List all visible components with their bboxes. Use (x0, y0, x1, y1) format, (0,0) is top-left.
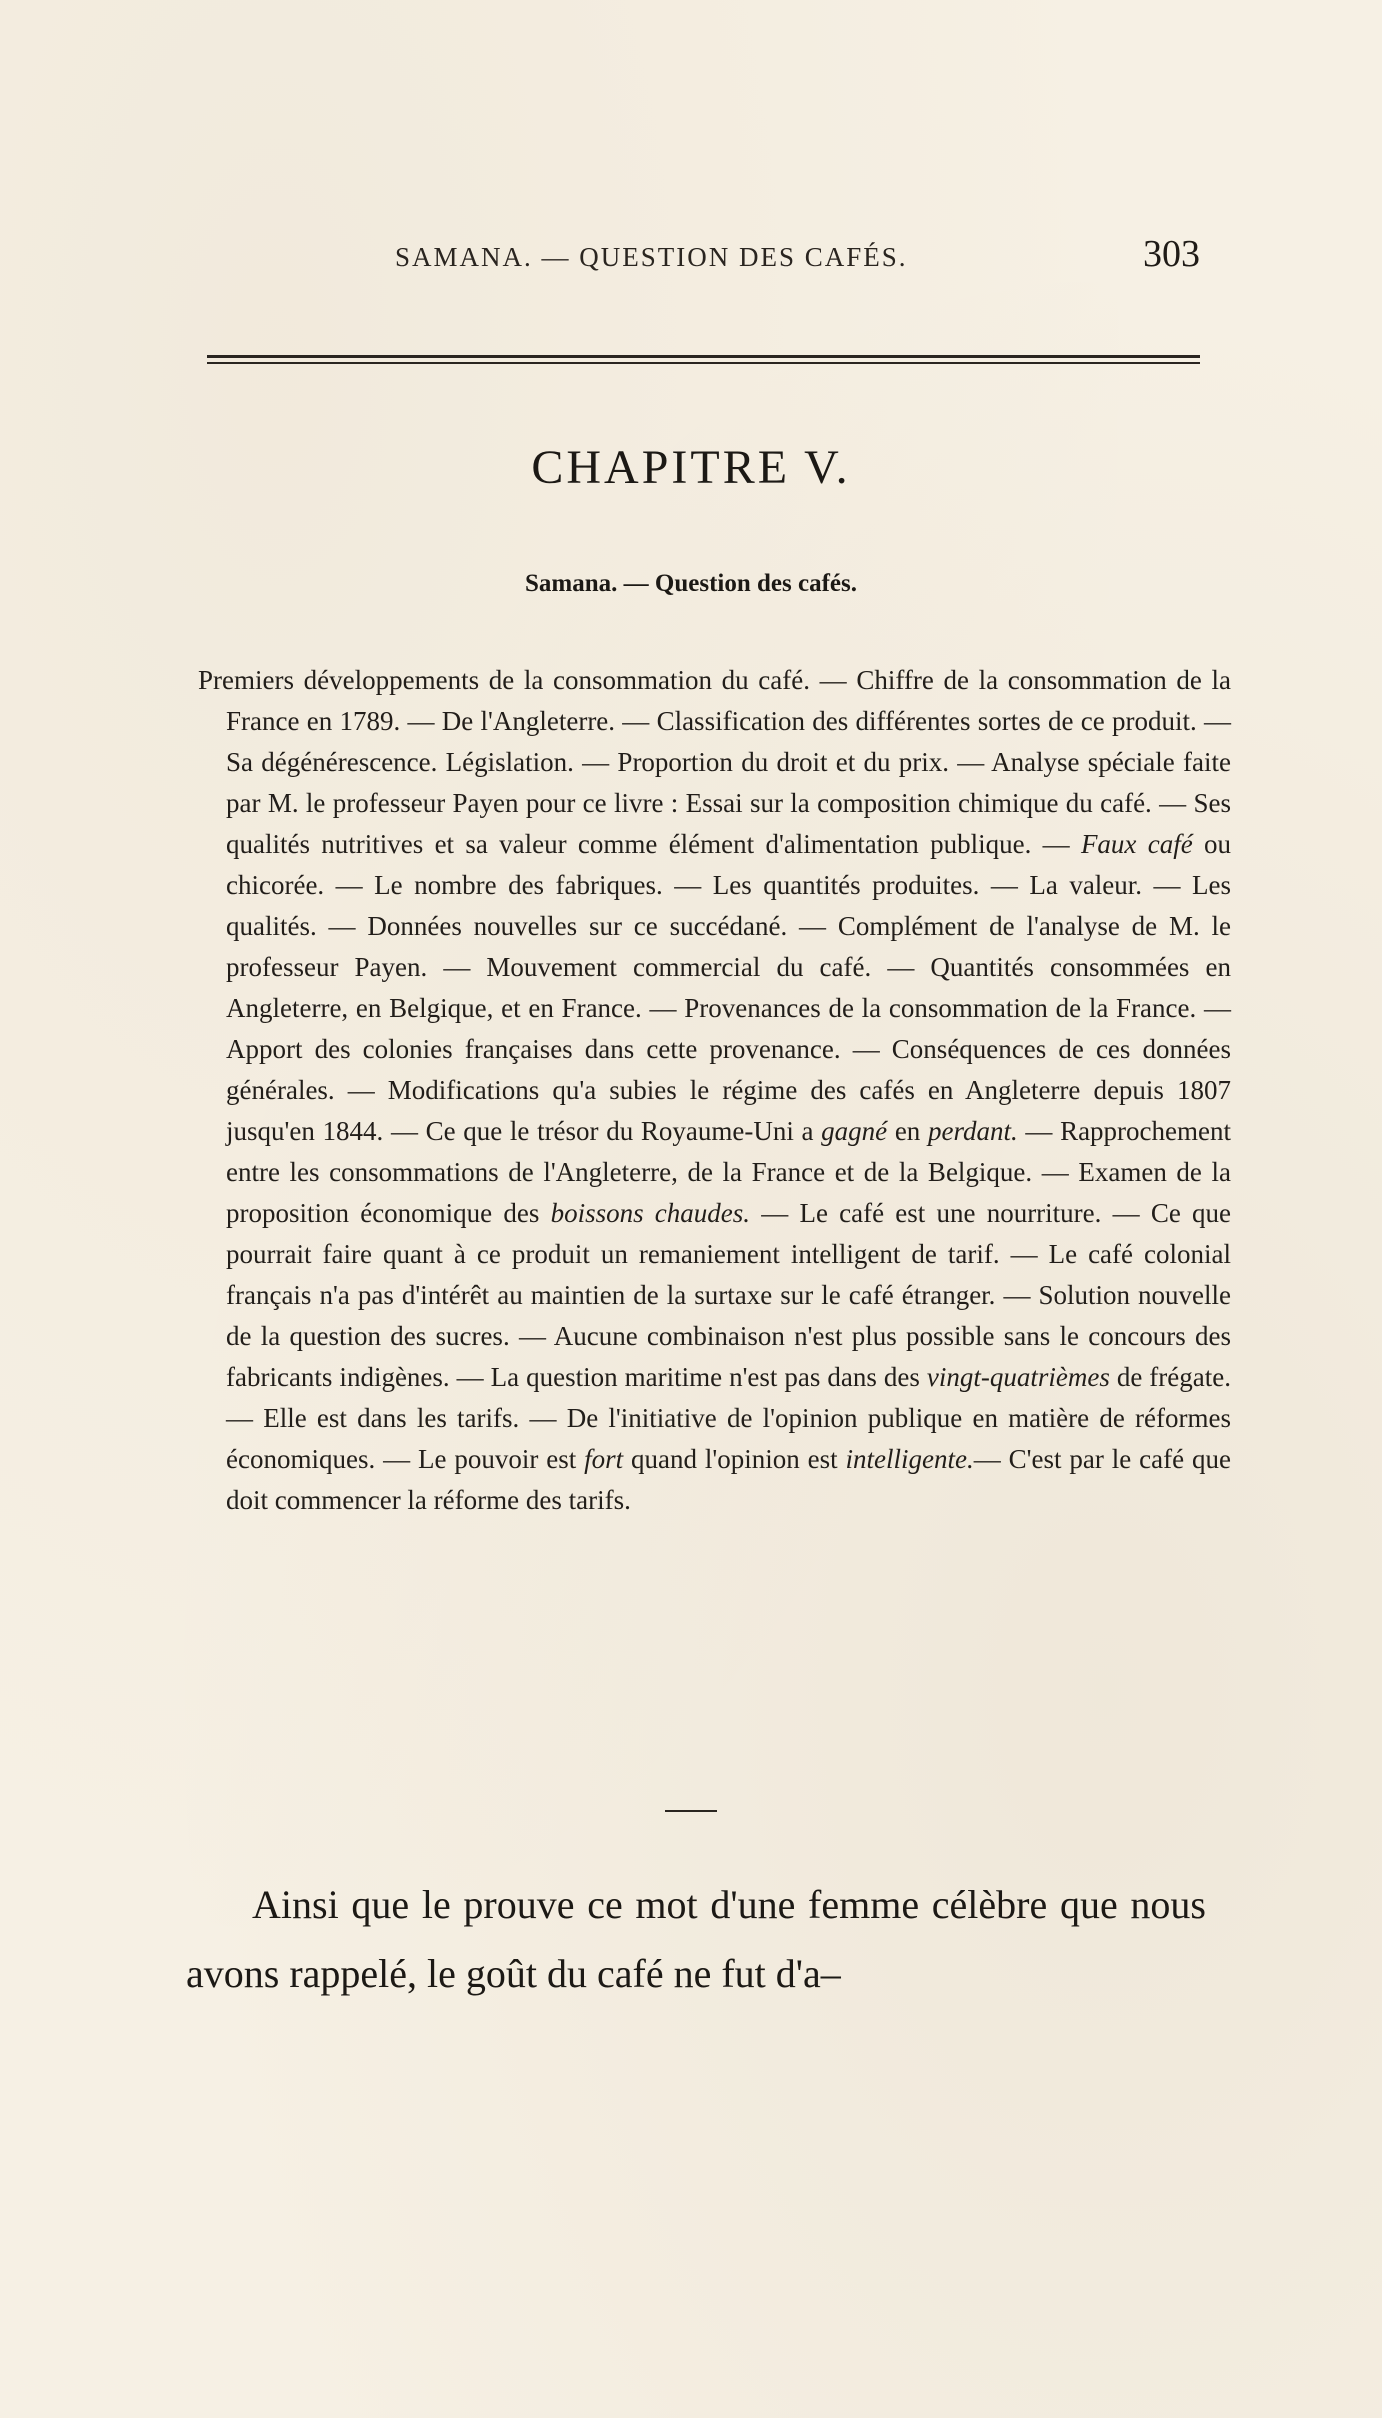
body-line-2: que nous avons rappelé, le goût du café ne fut d'a– (186, 1882, 1206, 1996)
summary-intelligente: intelligente. (845, 1444, 974, 1474)
chapter-summary (198, 660, 1231, 1521)
summary-text-7: — C'est par le café que doit commencer la réforme des tarifs. (226, 1444, 1231, 1515)
running-title: SAMANA. — QUESTION DES CAFÉS. (395, 242, 908, 272)
summary-text-4: — Le café est une nourriture. — Ce que pourrait faire quant à ce produit un remaniement intelligent de tarif. — Le café colonial français n'a pas d'intérêt au maintien de la surtaxe sur le café étranger. — Solution nouvelle de la question des sucres. — Aucune combinaison n'est plus possible sans le concours des fabricants indigènes. — La question maritime n'est pas dans des (226, 1198, 1232, 1392)
header-rule-thick (207, 355, 1200, 358)
summary-text-6: quand l'opinion est (623, 1444, 846, 1474)
summary-text-5: de frégate. — Elle est dans les tarifs. — De l'initiative de l'opinion publique en matière de réformes économiques. — Le pouvoir est (226, 1362, 1231, 1474)
chapter-subtitle: Samana. — Question des cafés. (525, 570, 857, 597)
page-number: 303 (1143, 233, 1200, 275)
body-paragraph (186, 1870, 1206, 2008)
summary-vingt: vingt-quatrièmes (926, 1362, 1110, 1392)
summary-text-3: — Rapprochement entre les consommations de l'Angleterre, de la France et de la Belgique. — Examen de la proposition économique des (226, 1116, 1232, 1228)
summary-boissons: boissons chaudes. (550, 1198, 751, 1228)
section-divider (665, 1810, 717, 1812)
summary-faux-cafe: Faux café (1080, 829, 1193, 859)
summary-text-2: ou chicorée. — Le nombre des fabriques. — Les quantités produites. — La valeur. — Les qualités. — Données nouvelles sur ce succédané. — Complément de l'analyse de M. le professeur Payen. — Mouvement commercial du café. — Quantités consommées en Angleterre, en Belgique, et en France. — Provenances de la consommation de la France. — Apport des colonies françaises dans cette provenance. — Conséquences de ces données générales. — Modifications qu'a subies le régime des cafés en Angleterre depuis 1807 jusqu'en 1844. — Ce que le trésor du Royaume-Uni a (226, 829, 1231, 1146)
summary-gagne: gagné (821, 1116, 888, 1146)
page-header (200, 232, 1200, 282)
body-line-1: Ainsi que le prouve ce mot d'une femme célèbre (252, 1882, 1048, 1927)
summary-fort: fort (584, 1444, 624, 1474)
summary-text-1: Premiers développements de la consommation du café. — Chiffre de la consommation de la France en 1789. — De l'Angleterre. — Classification des différentes sortes de ce produit. — Sa dégénérescence. Législation. — Proportion du droit et du prix. — Analyse spéciale faite par M. le professeur Payen pour ce livre : Essai sur la composition chimique du café. — Ses qualités nutritives et sa valeur comme élément d'alimentation publique. — (198, 665, 1231, 859)
chapter-title: CHAPITRE V. (531, 441, 851, 494)
header-rule-thin (207, 362, 1200, 364)
summary-perdant: perdant. (927, 1116, 1018, 1146)
summary-en: en (887, 1116, 928, 1146)
